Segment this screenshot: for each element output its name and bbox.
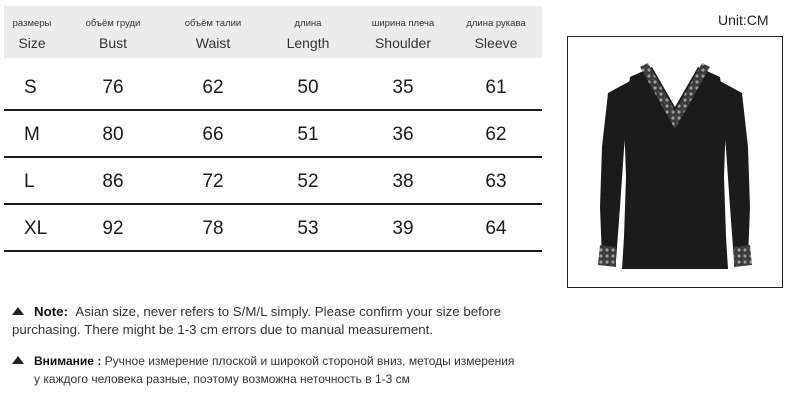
header-waist [166, 6, 260, 58]
header-length [260, 6, 356, 58]
header-waist-ru: объём талии [184, 18, 242, 29]
table-header [4, 6, 542, 58]
length-cell: 52 [297, 170, 319, 192]
waist-cell: 72 [202, 170, 224, 192]
bust-cell: 86 [102, 170, 124, 192]
header-size-en: Size [18, 35, 46, 51]
header-shoulder [356, 6, 450, 58]
size-cell: XL [24, 217, 48, 239]
note-label-ru: Внимание : [34, 354, 102, 368]
note-english [12, 303, 552, 339]
sleeve-cell: 61 [485, 76, 507, 98]
size-cell: L [24, 170, 35, 192]
unit-label: Unit:CM [718, 12, 769, 28]
note-ru-line-2: у каждого человека разные, поэтому возможна неточность в 1-3 см [34, 372, 410, 386]
note-label: Note: [34, 304, 68, 319]
table-row [4, 205, 542, 252]
waist-cell: 62 [202, 76, 224, 98]
table-row [4, 64, 542, 111]
header-sleeve [450, 6, 542, 58]
header-sleeve-en: Sleeve [474, 35, 518, 51]
shoulder-cell: 39 [392, 217, 414, 239]
sleeve-cell: 64 [485, 217, 507, 239]
lace-top-illustration [568, 37, 782, 287]
waist-cell: 66 [202, 123, 224, 145]
size-cell: M [24, 123, 40, 145]
header-sleeve-ru: длина рукава [466, 18, 526, 29]
bust-cell: 92 [102, 217, 124, 239]
note-ru-line-1: Ручное измерение плоской и широкой стороной вниз, методы измерения [104, 354, 515, 368]
table-row [4, 111, 542, 158]
waist-cell: 78 [202, 217, 224, 239]
bust-cell: 76 [102, 76, 124, 98]
header-size-ru: размеры [12, 18, 52, 29]
size-cell: S [24, 76, 37, 98]
note-russian [12, 352, 552, 388]
note-line-2: purchasing. There might be 1-3 cm errors due to manual measurement. [12, 322, 434, 337]
bust-cell: 80 [102, 123, 124, 145]
warning-triangle-icon [12, 307, 24, 315]
length-cell: 51 [297, 123, 319, 145]
header-size [4, 6, 60, 58]
header-shoulder-en: Shoulder [374, 35, 432, 51]
header-length-ru: длина [294, 18, 322, 29]
sleeve-cell: 62 [485, 123, 507, 145]
note-line-1: Asian size, never refers to S/M/L simply. Please confirm your size before [75, 304, 502, 319]
shoulder-cell: 38 [392, 170, 414, 192]
header-bust [60, 6, 166, 58]
size-chart-table [4, 6, 542, 252]
header-bust-ru: объём груди [85, 18, 141, 29]
length-cell: 53 [297, 217, 319, 239]
sleeve-cell: 63 [485, 170, 507, 192]
shoulder-cell: 35 [392, 76, 414, 98]
header-length-en: Length [286, 35, 330, 51]
header-bust-en: Bust [98, 35, 127, 51]
header-waist-en: Waist [195, 35, 231, 51]
table-row [4, 158, 542, 205]
header-shoulder-ru: ширина плеча [371, 18, 435, 29]
warning-triangle-icon [12, 356, 24, 364]
shoulder-cell: 36 [392, 123, 414, 145]
length-cell: 50 [297, 76, 319, 98]
product-photo [567, 36, 783, 288]
